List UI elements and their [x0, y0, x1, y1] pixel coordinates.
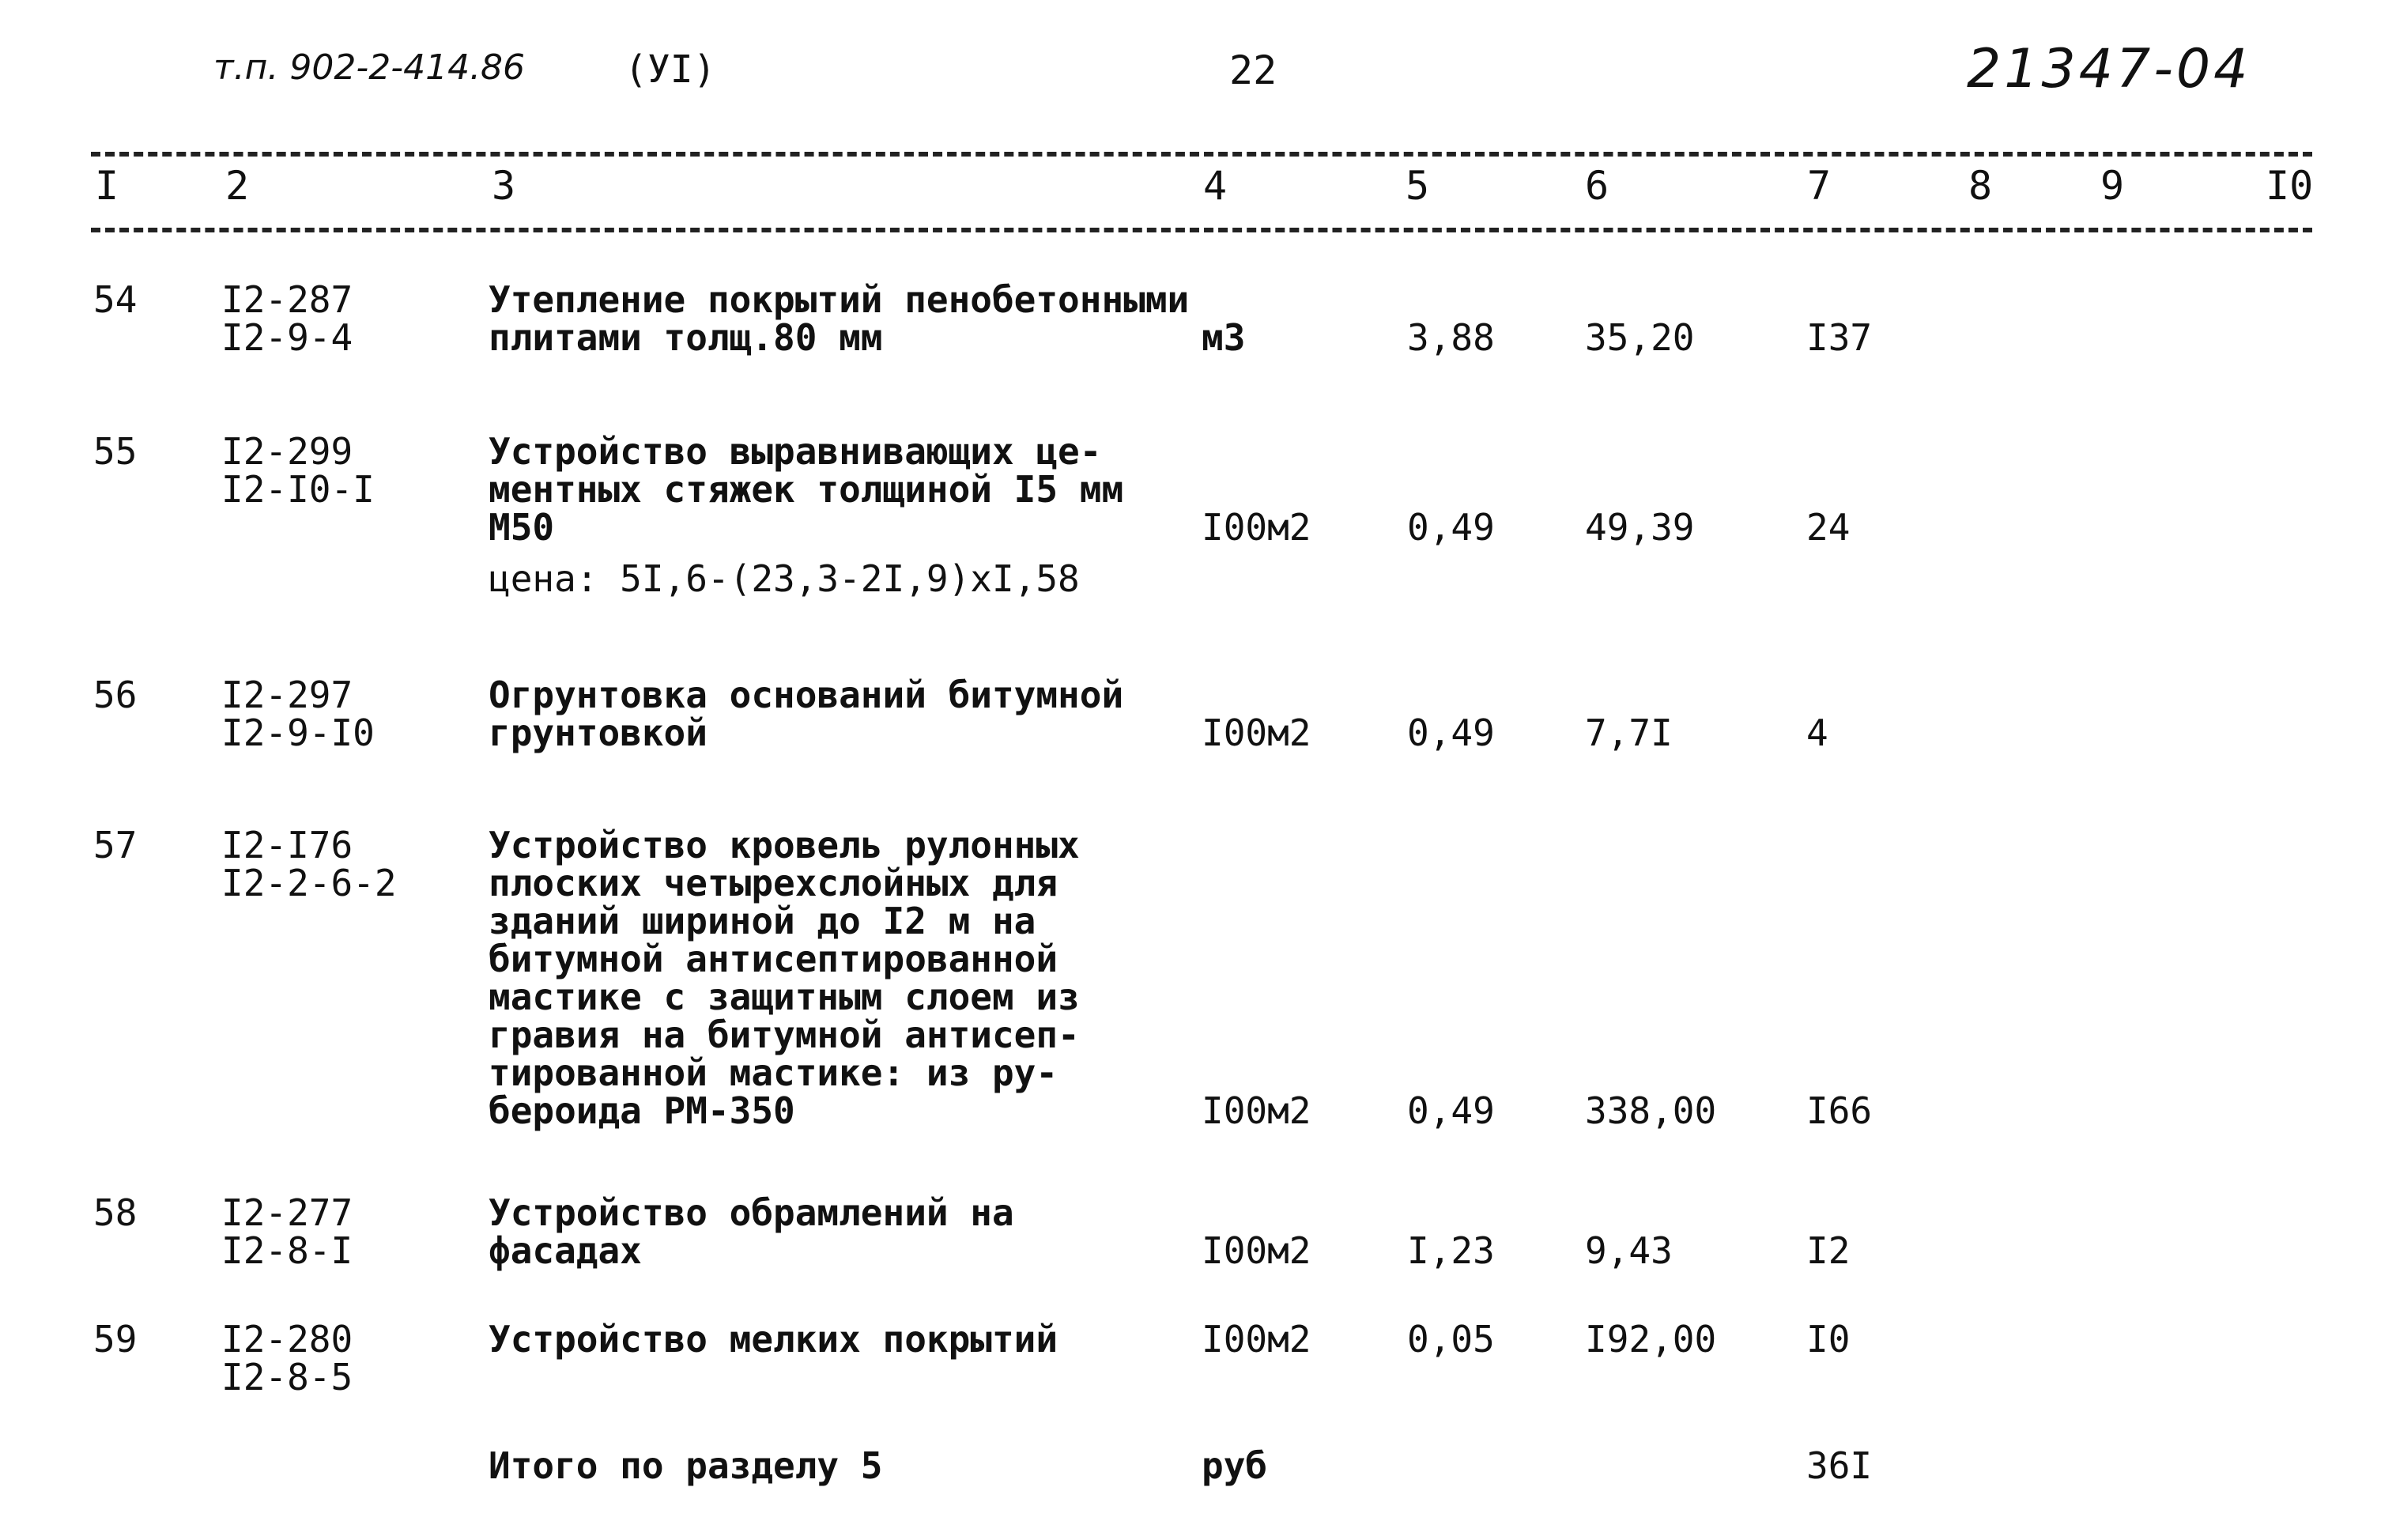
row-number: 59	[93, 1318, 138, 1361]
work-description: Утепление покрытий пенобетонными плитами толщ.80 мм	[489, 278, 1190, 359]
total-cost: I37	[1806, 316, 1873, 359]
quantity: 0,49	[1407, 506, 1495, 549]
norm-codes: I2-280 I2-8-5	[221, 1318, 353, 1398]
row-number: 55	[93, 430, 138, 473]
price-note: цена: 5I,6-(23,3-2I,9)хI,58	[489, 557, 1080, 600]
quantity: I,23	[1407, 1229, 1495, 1272]
summary-label: Итого по разделу 5	[489, 1444, 883, 1487]
unit-price: 35,20	[1585, 316, 1695, 359]
work-description: Устройство кровель рулонных плоских четырехслойных для зданий шириной до I2 м на битумной антисептированной мастике с защитным слоем из гравия на битумной антисеп- тированной мастике: из ру- бероида РМ-350	[489, 824, 1080, 1132]
column-number-1: I	[95, 163, 119, 209]
column-number-4: 4	[1203, 163, 1228, 209]
column-number-3: 3	[492, 163, 516, 209]
column-number-7: 7	[1807, 163, 1832, 209]
quantity: 0,49	[1407, 1089, 1495, 1132]
total-cost: I0	[1806, 1318, 1851, 1361]
total-cost: 24	[1806, 506, 1851, 549]
row-number: 57	[93, 824, 138, 866]
column-number-6: 6	[1585, 163, 1609, 209]
unit-price: 338,00	[1585, 1089, 1717, 1132]
norm-codes: I2-299 I2-I0-I	[221, 430, 375, 511]
unit-price: 49,39	[1585, 506, 1695, 549]
work-description: Устройство выравнивающих це- ментных стяжек толщиной I5 мм М50	[489, 430, 1124, 549]
unit-price: 9,43	[1585, 1229, 1673, 1272]
quantity: 0,49	[1407, 711, 1495, 754]
page-number: 22	[1229, 47, 1277, 93]
norm-codes: I2-297 I2-9-I0	[221, 674, 375, 754]
work-description: Огрунтовка оснований битумной грунтовкой	[489, 674, 1124, 754]
total-cost: I2	[1806, 1229, 1851, 1272]
unit: I00м2	[1202, 506, 1311, 549]
header-rule-bottom	[91, 228, 2312, 232]
column-number-9: 9	[2100, 163, 2125, 209]
unit: I00м2	[1202, 1089, 1311, 1132]
row-number: 56	[93, 674, 138, 716]
total-cost: I66	[1806, 1089, 1873, 1132]
norm-codes: I2-287 I2-9-4	[221, 278, 353, 359]
header-rule-top	[91, 152, 2312, 157]
unit: I00м2	[1202, 1318, 1311, 1361]
norm-codes: I2-277 I2-8-I	[221, 1191, 353, 1272]
quantity: 3,88	[1407, 316, 1495, 359]
summary-total: 36I	[1806, 1444, 1873, 1487]
unit-price: 7,7I	[1585, 711, 1673, 754]
total-cost: 4	[1806, 711, 1828, 754]
row-number: 58	[93, 1191, 138, 1234]
work-description: Устройство обрамлений на фасадах	[489, 1191, 1014, 1272]
sheet-mark: (УI)	[624, 47, 716, 92]
summary-unit: руб	[1202, 1444, 1268, 1487]
column-number-2: 2	[225, 163, 250, 209]
work-description: Устройство мелких покрытий	[489, 1318, 1058, 1361]
norm-codes: I2-I76 I2-2-6-2	[221, 824, 397, 904]
row-number: 54	[93, 278, 138, 321]
unit: I00м2	[1202, 711, 1311, 754]
quantity: 0,05	[1407, 1318, 1495, 1361]
unit-price: I92,00	[1585, 1318, 1717, 1361]
column-number-5: 5	[1406, 163, 1430, 209]
unit: I00м2	[1202, 1229, 1311, 1272]
column-number-10: I0	[2266, 163, 2314, 209]
column-number-8: 8	[1968, 163, 1993, 209]
inventory-number: 21347-04	[1967, 38, 2251, 100]
unit: м3	[1202, 316, 1246, 359]
document-code: т.п. 902-2-414.86	[213, 47, 526, 88]
